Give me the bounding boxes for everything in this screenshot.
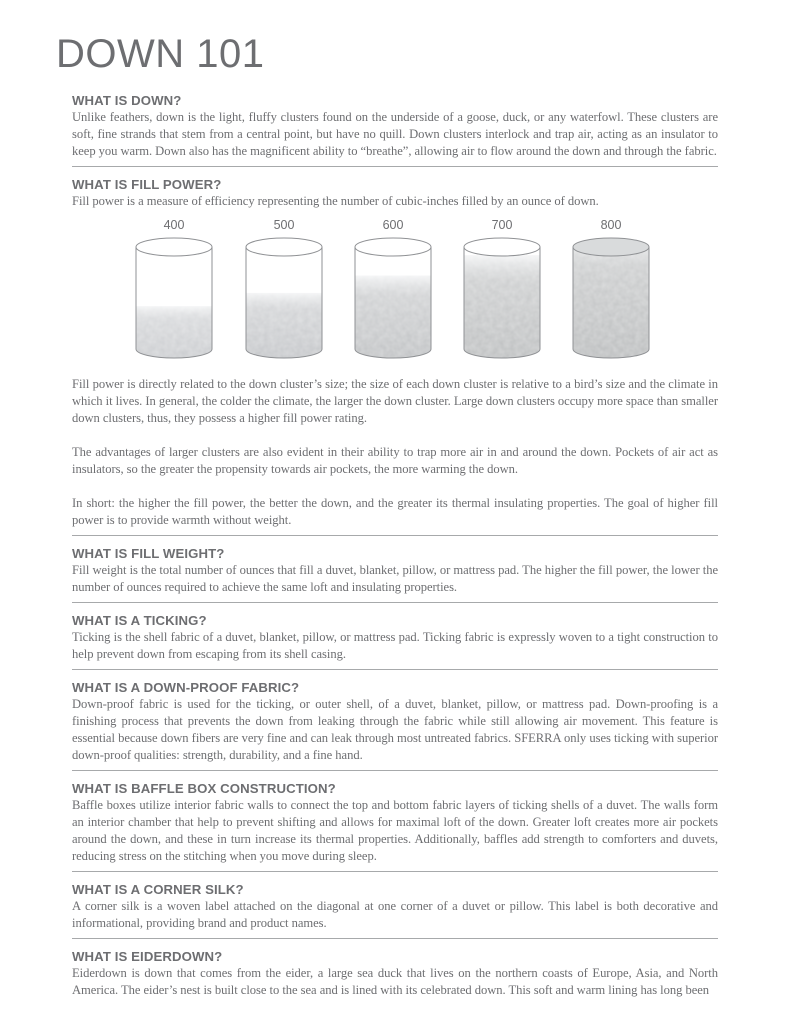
cylinder-400 — [132, 216, 216, 362]
down-cylinder-icon — [351, 234, 435, 362]
section-paragraph: Eiderdown is down that comes from the eider, a large sea duck that lives on the northern coasts of Europe, Asia, and North America. The eider’s nest is built close to the sea and is lined with its celebrated down. This soft and warm lining has long been — [72, 966, 718, 997]
cylinder-600 — [351, 216, 435, 362]
cylinder-800 — [569, 216, 653, 362]
section-heading: WHAT IS BAFFLE BOX CONSTRUCTION? — [72, 781, 336, 796]
section-heading: WHAT IS A CORNER SILK? — [72, 882, 244, 897]
fill-power-figure — [72, 216, 718, 368]
section-heading: WHAT IS DOWN? — [72, 93, 182, 108]
section-ticking — [72, 612, 718, 670]
section-heading: WHAT IS FILL WEIGHT? — [72, 546, 225, 561]
content-body — [72, 92, 718, 1014]
section-corner-silk — [72, 881, 718, 939]
section-paragraph: Unlike feathers, down is the light, fluffy clusters found on the underside of a goose, duck, or any waterfowl. These clusters are soft, fine strands that stem from a central point, but have no quill. Down clusters interlock and trap air, acting as an insulator to keep you warm. Down also has the magnificent ability to “breathe”, allowing air to flow around the down and through the fabric. — [72, 110, 718, 158]
section-heading: WHAT IS EIDERDOWN? — [72, 949, 223, 964]
section-paragraph: Ticking is the shell fabric of a duvet, blanket, pillow, or mattress pad. Ticking fabric is expressly woven to a tight construction to help prevent down from escaping from its shell casing. — [72, 630, 718, 661]
down-cylinder-icon — [132, 234, 216, 362]
section-paragraph: The advantages of larger clusters are also evident in their ability to trap more air in and around the down. Pockets of air act as insulators, so the greater the propensity towards air pockets, the more warming the down. — [72, 445, 718, 476]
down-cylinder-icon — [569, 234, 653, 362]
section-fill-weight — [72, 545, 718, 603]
section-paragraph: A corner silk is a woven label attached on the diagonal at one corner of a duvet or pillow. This label is both decorative and informational, providing brand and product names. — [72, 899, 718, 930]
section-down-proof-fabric — [72, 679, 718, 771]
section-heading: WHAT IS A TICKING? — [72, 613, 207, 628]
section-heading: WHAT IS FILL POWER? — [72, 177, 222, 192]
section-heading: WHAT IS A DOWN-PROOF FABRIC? — [72, 680, 300, 695]
section-intro: Fill power is a measure of efficiency representing the number of cubic-inches filled by an ounce of down. — [72, 194, 599, 208]
section-fill-power — [72, 176, 718, 536]
section-paragraph: Down-proof fabric is used for the ticking, or outer shell, of a duvet, blanket, pillow, or mattress pad. Down-proofing is a finishing process that prevents the down from leaking through the fabric while still allowing air movement. This feature is essential because down fibers are very fine and can leak through most untreated fabrics. SFERRA only uses ticking with superior down-proof qualities: strength, durability, and a fine hand. — [72, 697, 718, 762]
cylinder-500 — [242, 216, 326, 362]
section-eiderdown — [72, 948, 718, 1005]
section-paragraph: Fill power is directly related to the down cluster’s size; the size of each down cluster is relative to a bird’s size and the climate in which it lives. In general, the colder the climate, the larger the down cluster. Large down clusters occupy more space than smaller down clusters, thus, they possess a higher fill power rating. — [72, 377, 718, 425]
down-cylinder-icon — [242, 234, 326, 362]
cylinder-label: 400 — [163, 218, 185, 232]
cylinder-label: 800 — [600, 218, 622, 232]
cylinder-label: 500 — [273, 218, 295, 232]
cylinder-700 — [460, 216, 544, 362]
section-paragraph: In short: the higher the fill power, the better the down, and the greater its thermal insulating properties. The goal of higher fill power is to provide warmth without weight. — [72, 496, 718, 527]
section-what-is-down — [72, 92, 718, 167]
section-paragraph: Fill weight is the total number of ounces that fill a duvet, blanket, pillow, or mattress pad. The higher the fill power, the lower the number of ounces required to achieve the same loft and insulating properties. — [72, 563, 718, 594]
page-title: DOWN 101 — [56, 32, 265, 76]
section-baffle-box — [72, 780, 718, 872]
down-cylinder-icon — [460, 234, 544, 362]
cylinder-label: 600 — [382, 218, 404, 232]
section-paragraph: Baffle boxes utilize interior fabric walls to connect the top and bottom fabric layers of ticking shells of a duvet. The walls form an interior chamber that help to prevent shifting and allows for maximal loft of the down. Greater loft creates more air pockets around the down, and these in turn increase its thermal properties. Additionally, baffles add strength to comforters and duvets, reducing stress on the stitching when you move during sleep. — [72, 798, 718, 863]
cylinder-label: 700 — [491, 218, 513, 232]
